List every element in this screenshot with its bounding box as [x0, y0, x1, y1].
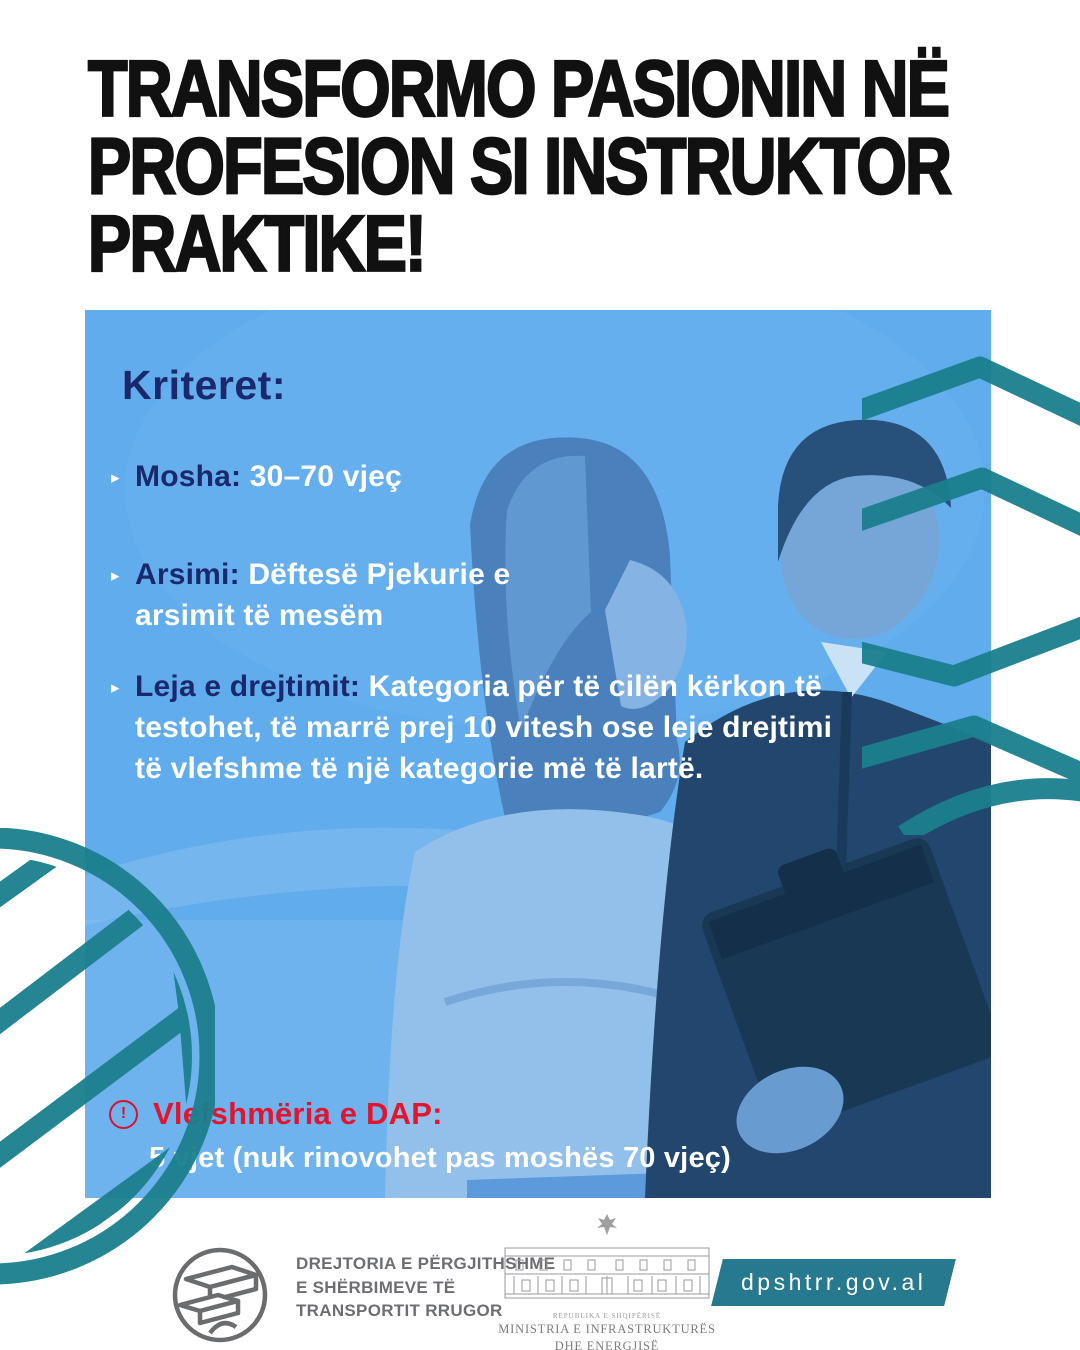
criterion-label: Mosha:: [135, 460, 242, 493]
eagle-emblem-icon: [596, 1213, 618, 1237]
criterion-arsimi: [111, 554, 575, 636]
bullet-arrow-icon: ▸: [111, 468, 120, 487]
website-url: dpshtrr.gov.al: [740, 1269, 927, 1295]
dpshtrr-logo-icon: [166, 1243, 270, 1347]
validity-warning: [109, 1096, 869, 1175]
criterion-label: Arsimi:: [135, 558, 240, 591]
criterion-text: Kategoria për të cilën kërkon të testohet, të marrë prej 10 vitesh ose leje drejtimi të vlefshme të një kategorie më të lartë.: [135, 670, 833, 785]
website-banner: [711, 1259, 956, 1306]
ministry-block: [492, 1213, 722, 1350]
criteria-heading: Kriteret:: [122, 362, 286, 408]
ministry-caption: REPUBLIKA E SHQIPËRISË: [552, 1312, 662, 1320]
ministry-name-line: DHE ENERGJISË: [554, 1339, 660, 1350]
bullet-arrow-icon: ▸: [111, 566, 120, 585]
warning-text: 5 vjet (nuk rinovohet pas moshës 70 vjeç): [149, 1142, 731, 1174]
title-line-2: PROFESION SI INSTRUKTOR: [88, 122, 951, 211]
ministry-name: [492, 1321, 722, 1350]
alert-circle-icon: !: [109, 1100, 138, 1129]
warning-label: Vlefshmëria e DAP:: [153, 1096, 443, 1131]
title-line-1: TRANSFORMO PASIONIN NË: [88, 44, 949, 133]
card-content: [85, 310, 991, 1198]
agency-name-line: E SHËRBIMEVE TË: [296, 1277, 456, 1297]
ministry-building-icon: [504, 1242, 710, 1304]
criterion-text: Dëftesë Pjekurie e arsimit të mesëm: [135, 558, 511, 632]
ministry-name-line: MINISTRIA E INFRASTRUKTURËS: [498, 1322, 716, 1336]
agency-name-line: TRANSPORTIT RRUGOR: [296, 1301, 503, 1320]
criterion-leja: [111, 666, 835, 789]
bullet-arrow-icon: ▸: [111, 678, 120, 697]
title-line-3: PRAKTIKE!: [88, 199, 426, 288]
criterion-label: Leja e drejtimit:: [135, 670, 361, 703]
criteria-card: [85, 310, 991, 1198]
criterion-mosha: [111, 456, 402, 498]
agency-name-line: DREJTORIA E PËRGJITHSHME: [296, 1254, 556, 1273]
page-title: [88, 44, 951, 288]
criterion-text: 30–70 vjeç: [249, 460, 402, 493]
footer: [0, 1205, 1080, 1350]
